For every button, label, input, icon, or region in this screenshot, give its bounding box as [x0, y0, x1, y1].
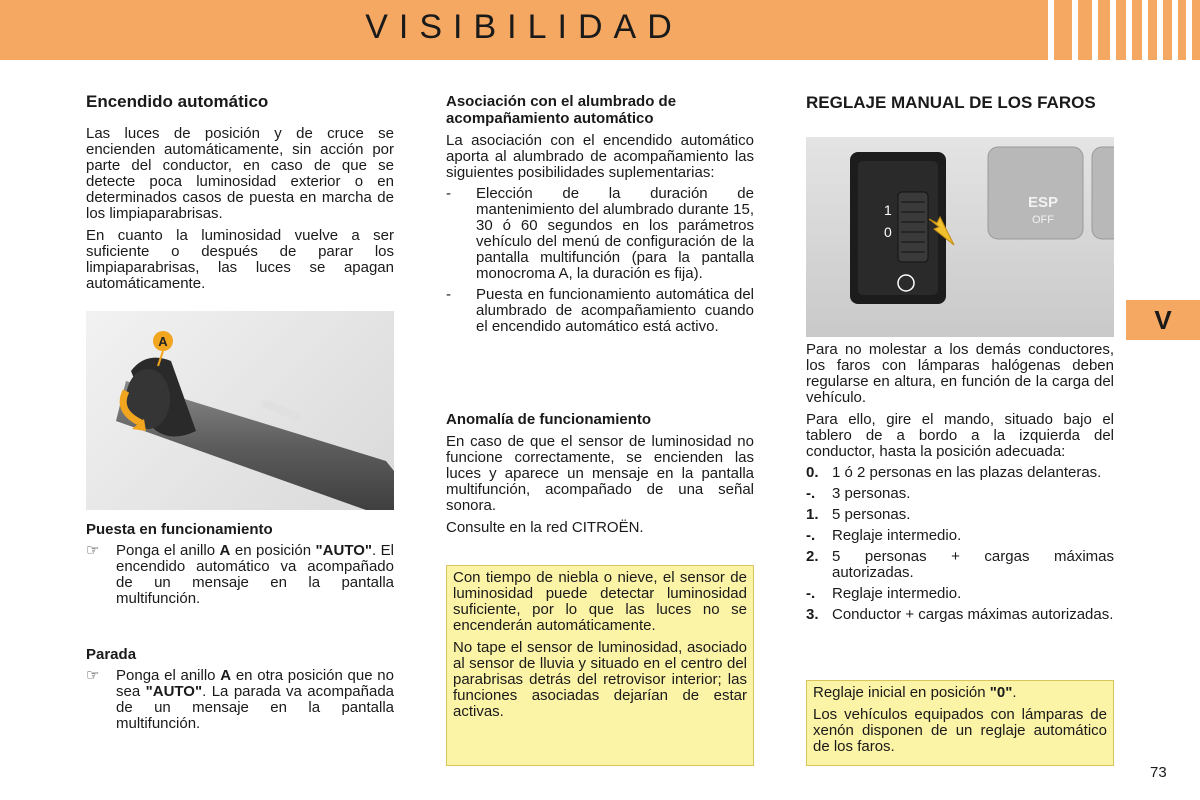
- paragraph: En caso de que el sensor de luminosidad no funcione correctamente, se encienden las luces y aparece un mensaje en la pantalla multifunción, acompañado de una señal sonora.: [446, 433, 754, 514]
- position-mark: -.: [806, 585, 816, 602]
- text-run-bold: "0": [989, 684, 1013, 701]
- section-heading: Parada: [86, 646, 137, 663]
- note-box-initial-setting: [806, 680, 1114, 766]
- paragraph: En cuanto la luminosidad vuelve a ser suficiente o después de parar los limpiaparabrisas, las luces se apagan automáticamente.: [86, 227, 394, 292]
- list-item: [86, 668, 394, 732]
- dial-mark-bottom: 0: [884, 224, 892, 240]
- stalk-photo: [86, 311, 394, 510]
- position-item: [806, 528, 1114, 544]
- position-item: [806, 586, 1114, 602]
- position-text: 5 personas.: [832, 506, 911, 523]
- text-run-bold: "AUTO": [145, 683, 203, 700]
- position-item: [806, 507, 1114, 523]
- header-stripe: [1078, 0, 1092, 60]
- hand-pointer-icon: ☞: [86, 542, 100, 559]
- off-label: OFF: [1032, 214, 1054, 226]
- position-item: [806, 486, 1114, 502]
- marker-label: A: [158, 334, 168, 349]
- note-paragraph: [813, 685, 1107, 701]
- page-title: VISIBILIDAD: [365, 8, 683, 46]
- text-run: . El encendido automático va acompañado de un mensaje en la pantalla multifunción.: [116, 542, 394, 607]
- text-run: en otra posición que no sea: [116, 667, 394, 700]
- position-text: Conductor + cargas máximas autorizadas.: [832, 606, 1114, 623]
- text-run: Ponga el anillo: [116, 667, 221, 684]
- position-text: 1 ó 2 personas en las plazas delanteras.: [832, 464, 1102, 481]
- paragraph: Las luces de posición y de cruce se encienden automáticamente, sin acción por parte del conductor, en caso de que se detecte poca luminosidad exterior o en determinados casos de puesta en marcha de los limpiaparabrisas.: [86, 125, 394, 222]
- position-item: [806, 549, 1114, 581]
- position-mark: -.: [806, 485, 816, 502]
- section-tab: V: [1126, 300, 1200, 340]
- position-text: Reglaje intermedio.: [832, 585, 962, 602]
- position-item: [806, 607, 1114, 623]
- dial-mark-top: 1: [884, 202, 892, 218]
- column-headlamp-adjustment: [806, 93, 1114, 113]
- note-paragraph: Con tiempo de niebla o nieve, el sensor de luminosidad puede detectar luminosidad suficiente, por lo que las luces no se encenderán automáticamente.: [453, 569, 747, 634]
- text-run: . La parada va acompañada de un mensaje en la pantalla multifunción.: [116, 683, 394, 732]
- position-mark: 2.: [806, 548, 819, 565]
- section-heading: Anomalía de funcionamiento: [446, 411, 652, 428]
- note-box-fog: [446, 565, 754, 766]
- section-stop: [86, 646, 394, 732]
- position-text: 5 personas + cargas máximas autorizadas.: [832, 548, 1114, 581]
- note-paragraph: No tape el sensor de luminosidad, asociado al sensor de lluvia y situado en el centro del parabrisas detrás del retrovisor interior; las funciones asociadas dejarían de estar activas.: [453, 639, 747, 720]
- section-malfunction: [446, 411, 754, 536]
- paragraph: Consulte en la red CITROËN.: [446, 519, 644, 536]
- column-follow-me-home: [446, 93, 754, 335]
- position-mark: 3.: [806, 606, 819, 623]
- esp-label: ESP: [1028, 194, 1059, 211]
- column-automatic-lighting: [86, 92, 394, 292]
- header-stripe: [1192, 0, 1200, 60]
- dash-marker: -: [446, 185, 451, 202]
- page-number: 73: [1150, 764, 1167, 781]
- section-activation: [86, 521, 394, 607]
- text-run-bold: "AUTO": [315, 542, 372, 559]
- header-stripe: [1148, 0, 1157, 60]
- list-item-text: Puesta en funcionamiento automática del alumbrado de acompañamiento cuando el encendido automático está activo.: [476, 286, 754, 335]
- position-item: [806, 465, 1114, 481]
- section-heading: REGLAJE MANUAL DE LOS FAROS: [806, 93, 1096, 112]
- header-band: [0, 0, 1048, 60]
- text-run-bold: A: [219, 542, 231, 559]
- section-heading: Asociación con el alumbrado de acompañamiento automático: [446, 93, 677, 127]
- position-mark: 1.: [806, 506, 819, 523]
- header-stripe: [1098, 0, 1110, 60]
- list-item-text: Elección de la duración de mantenimiento del alumbrado durante 15, 30 ó 60 segundos en los parámetros vehículo del menú de configuración de la pantalla multifunción (para la pantalla monocroma A, la duración es fija).: [476, 185, 754, 282]
- list-item: [86, 543, 394, 607]
- text-run-bold: A: [220, 667, 232, 684]
- headlamp-dial-illustration: [806, 137, 1114, 337]
- headlamp-text: [806, 342, 1114, 623]
- dash-marker: -: [446, 286, 451, 303]
- text-run: Reglaje inicial en posición: [813, 684, 990, 701]
- position-text: 3 personas.: [832, 485, 911, 502]
- note-paragraph: Los vehículos equipados con lámparas de xenón disponen de un reglaje automático de los faros.: [813, 706, 1107, 755]
- position-text: Reglaje intermedio.: [832, 527, 962, 544]
- position-mark: -.: [806, 527, 816, 544]
- text-run: .: [1012, 684, 1017, 701]
- light-stalk-illustration: [86, 311, 394, 510]
- header-stripe: [1163, 0, 1172, 60]
- text-run: en posición: [230, 542, 316, 559]
- list-item: [446, 287, 754, 335]
- header-stripe: [1178, 0, 1186, 60]
- position-mark: 0.: [806, 464, 819, 481]
- dial-photo: [806, 137, 1114, 337]
- paragraph: Para no molestar a los demás conductores, los faros con lámparas halógenas deben regularse en altura, en función de la carga del vehículo.: [806, 341, 1114, 406]
- section-heading: Puesta en funcionamiento: [86, 521, 273, 538]
- list-item: [446, 186, 754, 282]
- section-heading: Encendido automático: [86, 92, 269, 111]
- header-stripe: [1116, 0, 1126, 60]
- header-stripe: [1054, 0, 1072, 60]
- hand-pointer-icon: ☞: [86, 667, 100, 684]
- text-run: Ponga el anillo: [116, 542, 220, 559]
- paragraph: La asociación con el encendido automático aporta al alumbrado de acompañamiento las siguientes posibilidades suplementarias:: [446, 132, 754, 181]
- paragraph: Para ello, gire el mando, situado bajo el tablero de a bordo a la izquierda del conductor, hasta la posición adecuada:: [806, 411, 1114, 460]
- header-stripe: [1132, 0, 1142, 60]
